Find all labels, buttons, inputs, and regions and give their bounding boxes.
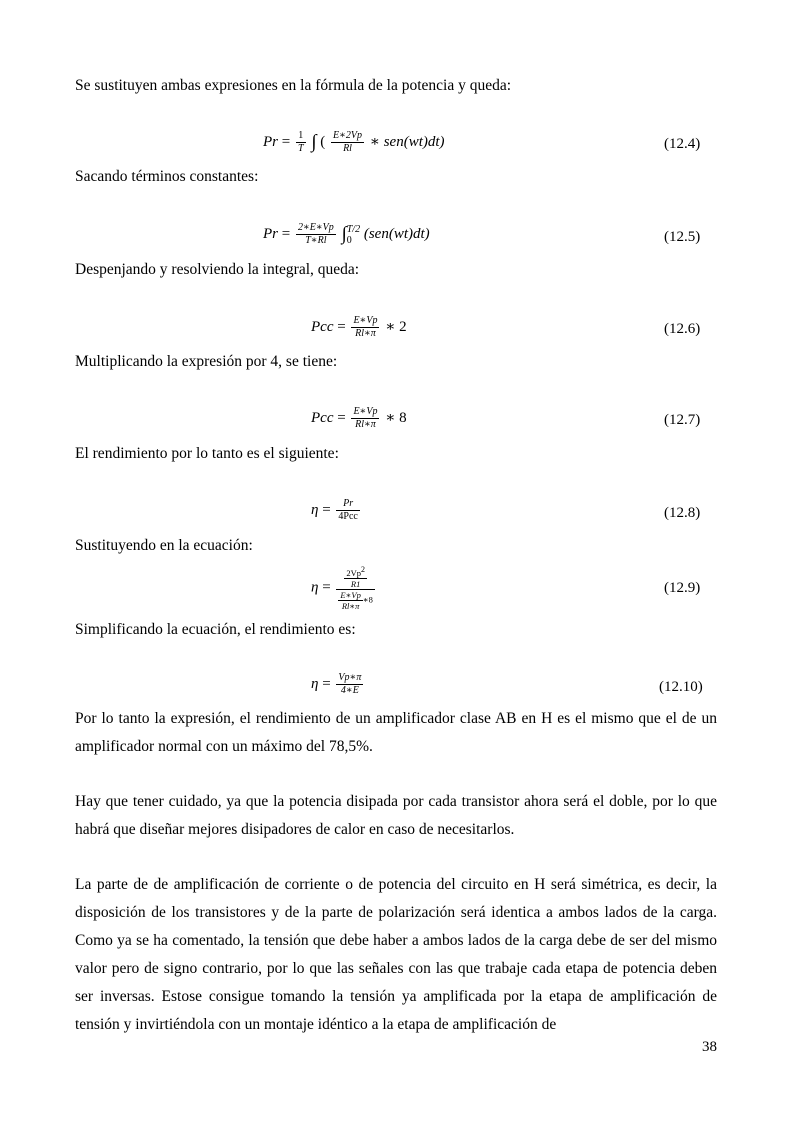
- eq-12-5-frac: [296, 222, 336, 247]
- equation-12-9: η = $\frac{2Vp^2}{R1}$ $\frac{E∗Vp}{Rl∗\pi}$ ∗8: [311, 565, 373, 611]
- eq-12-9-top-num: 2Vp$^2$: [346, 565, 365, 578]
- equation-12-8: η = $\frac{Pr}{\text{4Pcc}}$: [311, 498, 358, 522]
- eq-12-9-bot-den: Rl∗π: [341, 600, 360, 611]
- eq-12-10-num: Vp∗π: [338, 672, 362, 683]
- eq-12-10-lhs: η: [311, 675, 319, 692]
- intro-text: Se sustituyen ambas expresiones en la fórmula de la potencia y queda:: [75, 77, 512, 94]
- paragraph-3: La parte de de amplificación de corriente o de potencia del circuito en H será simétrica, es decir, la disposición de los transistores y de la parte de polarización será identica a ambos lados de la carga. Como ya se ha comentado, la tensión que debe haber a ambos lados de la carga debe de ser del mismo valor pero de signo contrario, por lo que las señales con las que trabaje cada etapa de potencia deben ser inversas. Estose consigue tomando la tensión ya amplificada por la etapa de amplificación de tensión y invirtiéndola con un montaje idéntico a la etapa de amplificación de: [75, 876, 717, 1033]
- text-integral: Despenjando y resolviendo la integral, queda:: [75, 261, 360, 278]
- text-constants: Sacando términos constantes:: [75, 168, 259, 185]
- text-efficiency: El rendimiento por lo tanto es el siguiente:: [75, 445, 339, 462]
- eq-12-7-frac: [351, 406, 379, 431]
- paragraph-2: Hay que tener cuidado, ya que la potencia disipada por cada transistor ahora será el doble, por lo que habrá que diseñar mejores disipadores de calor en caso de necesitarlos.: [75, 793, 717, 838]
- eq-12-5-lhs: Pr: [263, 225, 278, 242]
- eq-12-5-den: T∗Rl: [305, 235, 327, 246]
- eq-12-4-tail: ∗ sen(wt)dt): [369, 133, 445, 150]
- eq-12-9-number: (12.9): [664, 580, 701, 596]
- eq-12-8-lhs: η: [311, 501, 319, 518]
- eq-12-9-frac: [336, 565, 374, 611]
- eq-12-4-number: (12.4): [664, 136, 701, 152]
- eq-12-6-number: (12.6): [664, 321, 701, 337]
- eq-12-4-coef-num: 1: [296, 130, 306, 143]
- eq-12-9-bottom: [336, 590, 374, 611]
- eq-12-5-tail: (sen(wt)dt): [363, 225, 430, 242]
- eq-12-9-bot-tail: ∗8: [362, 594, 373, 605]
- eq-12-9-top: [336, 565, 374, 590]
- eq-12-7-den: Rl∗π: [355, 419, 376, 430]
- eq-12-5-num: 2∗E∗Vp: [297, 222, 334, 233]
- eq-12-7-lhs: Pcc: [311, 409, 334, 426]
- eq-12-6-tail: ∗ 2: [385, 318, 407, 335]
- eq-12-9-lhs: η: [311, 579, 319, 596]
- eq-12-5-limits: [347, 224, 360, 246]
- eq-12-4-num: E∗2Vp: [333, 130, 363, 141]
- eq-12-7-tail: ∗ 8: [385, 409, 407, 426]
- eq-12-5-lower: 0: [346, 234, 352, 246]
- eq-12-9-top-den: R1: [350, 578, 361, 589]
- equation-12-4: Pr = $\frac{1}{T}$ ∫ ( $\frac{E∗2Vp}{Rl}$ ∗ sen(wt)dt): [263, 130, 445, 154]
- eq-12-4-den: Rl: [343, 143, 352, 154]
- equation-12-10: η = $\frac{Vp∗\pi}{4∗E}$: [311, 672, 362, 696]
- eq-12-4-coef: [296, 130, 306, 155]
- eq-12-10-number: (12.10): [659, 679, 703, 695]
- eq-12-6-den: Rl∗π: [355, 328, 376, 339]
- eq-12-6-num: E∗Vp: [353, 315, 378, 326]
- eq-12-4-integral: ∫: [311, 131, 317, 153]
- eq-12-4-coef-den: T: [297, 143, 304, 154]
- eq-12-7-number: (12.7): [664, 412, 701, 428]
- eq-12-5-integral: ∫: [341, 223, 347, 245]
- eq-12-8-den: 4Pcc: [338, 511, 358, 522]
- eq-12-8-frac: [336, 498, 359, 523]
- eq-12-8-number: (12.8): [664, 505, 701, 521]
- text-substitute: Sustituyendo en la ecuación:: [75, 537, 253, 554]
- text-simplify: Simplificando la ecuación, el rendimiento es:: [75, 621, 356, 638]
- eq-12-7-num: E∗Vp: [353, 406, 378, 417]
- paragraph-1: Por lo tanto la expresión, el rendimiento de un amplificador clase AB en H es el mismo que el de un amplificador normal con un máximo del 78,5%.: [75, 710, 717, 755]
- equation-12-6: Pcc = $\frac{E∗Vp}{Rl∗\pi}$ ∗ 2: [311, 315, 407, 339]
- eq-12-4-frac: [331, 130, 364, 155]
- eq-12-10-frac: [336, 672, 363, 697]
- eq-12-6-lhs: Pcc: [311, 318, 334, 335]
- eq-12-10-den: 4∗E: [340, 685, 359, 696]
- eq-12-8-num: Pr: [336, 498, 359, 511]
- eq-12-6-frac: [351, 315, 379, 340]
- equation-12-5: Pr = $\frac{2∗E∗Vp}{T∗Rl}$ ∫ T/2 0 (sen(wt)dt): [263, 222, 430, 246]
- eq-12-5-number: (12.5): [664, 229, 701, 245]
- eq-12-4-lhs: Pr: [263, 133, 278, 150]
- text-multiply: Multiplicando la expresión por 4, se tiene:: [75, 353, 338, 370]
- equation-12-7: Pcc = $\frac{E∗Vp}{Rl∗\pi}$ ∗ 8: [311, 406, 407, 430]
- page-number: 38: [702, 1039, 717, 1055]
- eq-12-9-bot-num: E∗Vp: [340, 589, 361, 600]
- eq-12-5-upper: T/2: [346, 223, 361, 235]
- eq-12-4-paren: (: [320, 133, 326, 150]
